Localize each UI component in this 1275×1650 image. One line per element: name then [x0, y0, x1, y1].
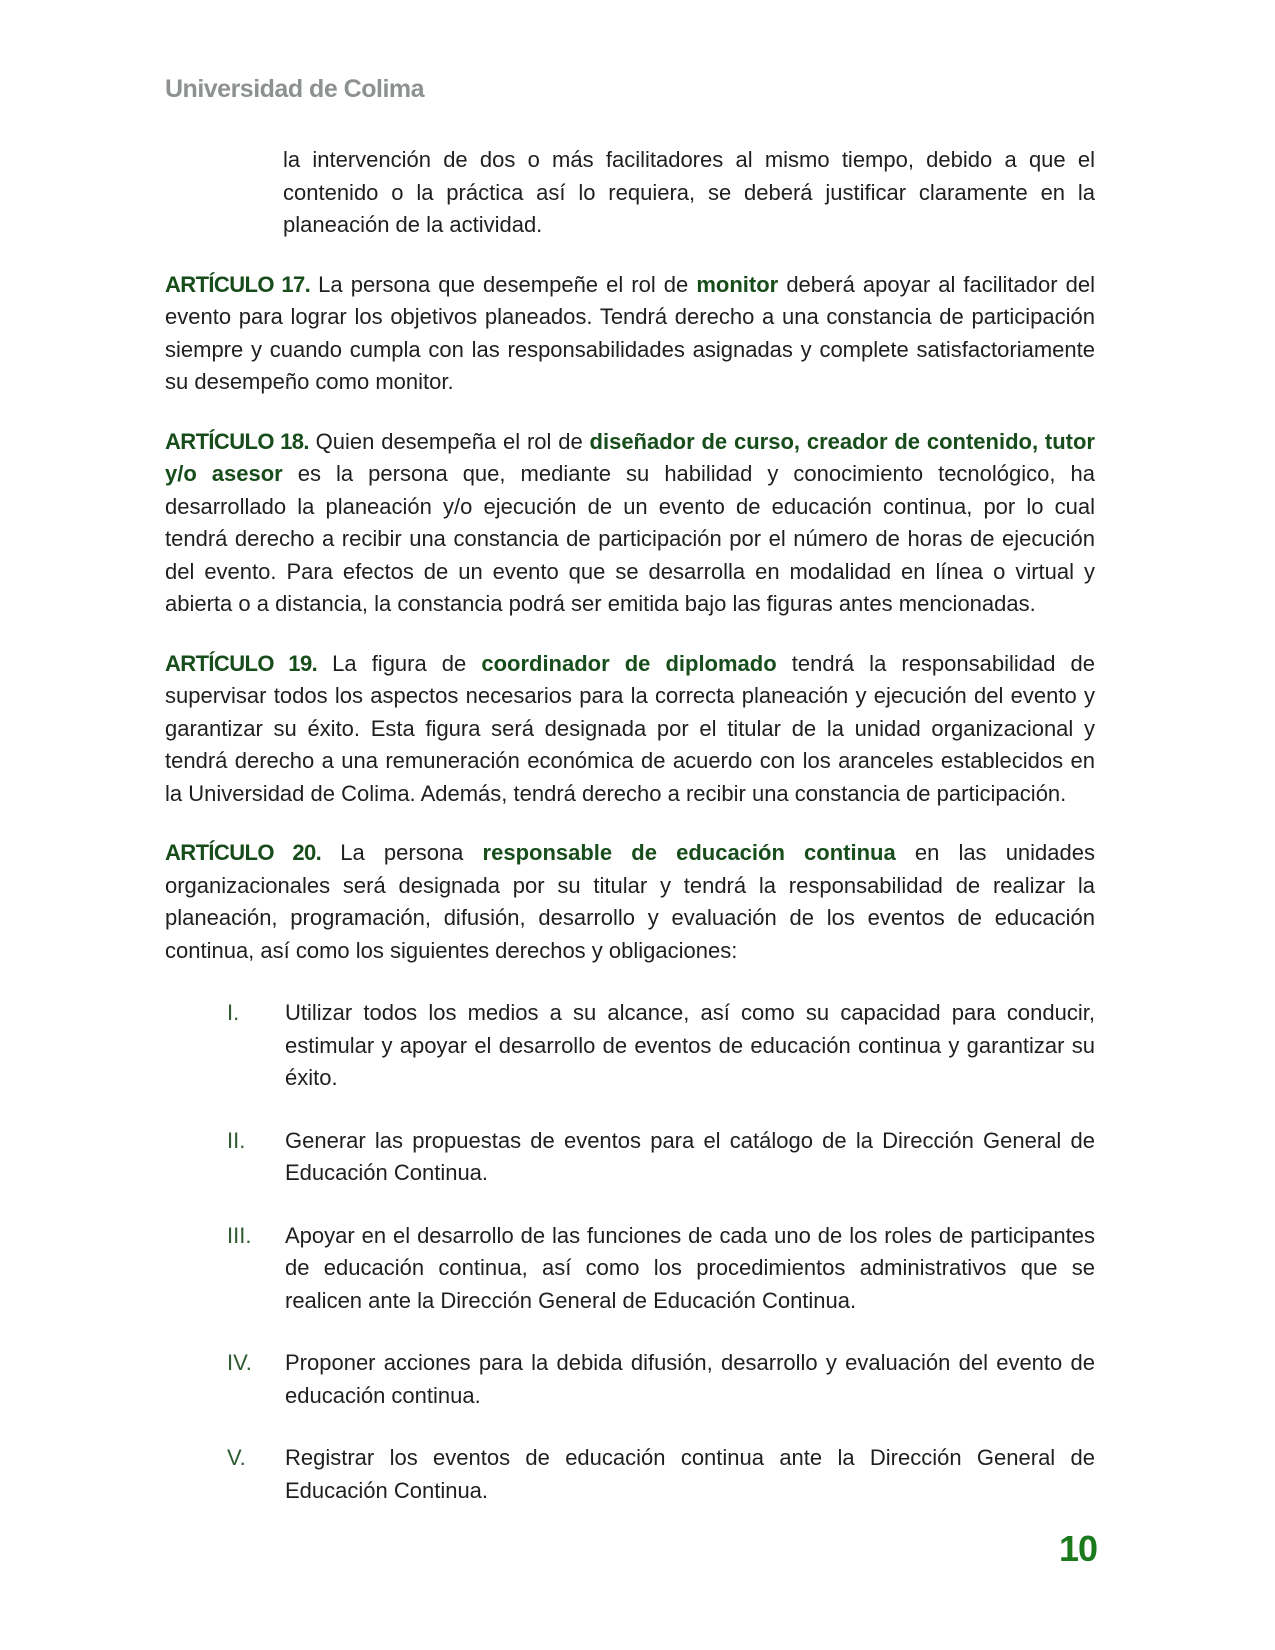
- list-item: [165, 1220, 1095, 1318]
- list-item-numeral: IV.: [227, 1350, 252, 1375]
- article-label: ARTÍCULO 20.: [165, 840, 322, 865]
- article-text: es la persona que, mediante su habilidad y conocimiento tecnológico, ha desarrollado la planeación y/o ejecución de un evento de educación continua, por lo cual tendrá derecho a recibir una constancia de participación por el número de horas de ejecución del evento. Para efectos de un evento que se desarrolla en modalidad en línea o virtual y abierta o a distancia, la constancia podrá ser emitida bajo las figuras antes mencionadas.: [165, 461, 1095, 616]
- article-paragraph: [165, 426, 1095, 621]
- article-label: ARTÍCULO 18.: [165, 428, 309, 454]
- list-item: [165, 1442, 1095, 1507]
- list-item-text: Proponer acciones para la debida difusión, desarrollo y evaluación del evento de educación continua.: [285, 1350, 1095, 1408]
- article-text: deberá apoyar al facilitador del evento para lograr los objetivos planeados. Tendrá derecho a una constancia de participación siempre y cuando cumpla con las responsabilidades asignadas y complete satisfactoriamente su desempeño como monitor.: [165, 271, 1095, 394]
- article-text: La figura de: [317, 650, 482, 676]
- article-label: ARTÍCULO 17.: [165, 271, 311, 297]
- list-item: [165, 1347, 1095, 1412]
- list-item: [165, 997, 1095, 1095]
- list-item-text: Utilizar todos los medios a su alcance, así como su capacidad para conducir, estimular y apoyar el desarrollo de eventos de educación continua y garantizar su éxito.: [285, 1000, 1095, 1090]
- list-item: [165, 1125, 1095, 1190]
- roman-list: [165, 997, 1095, 1507]
- article-accent-text: diseñador de curso, creador de contenido, tutor y/o asesor: [165, 428, 1095, 486]
- article-paragraph: [165, 648, 1095, 811]
- article-text: La persona que desempeñe el rol de: [310, 271, 697, 297]
- list-item-text: Generar las propuestas de eventos para el catálogo de la Dirección General de Educación Continua.: [285, 1127, 1095, 1185]
- list-item-numeral: II.: [227, 1127, 246, 1153]
- list-item-text: Apoyar en el desarrollo de las funciones de cada uno de los roles de participantes de educación continua, así como los procedimientos administrativos que se realicen ante la Dirección General de Educación Continua.: [285, 1222, 1095, 1313]
- article-accent-text: responsable de educación continua: [482, 840, 896, 865]
- article-accent-text: monitor: [696, 271, 779, 297]
- article-label: ARTÍCULO 19.: [165, 650, 318, 676]
- page-number: 10: [1058, 1528, 1097, 1569]
- article-paragraph: [165, 269, 1095, 399]
- list-item-text: Registrar los eventos de educación continua ante la Dirección General de Educación Continua.: [285, 1445, 1095, 1503]
- document-header-title: Universidad de Colima: [165, 75, 425, 103]
- article-text: Quien desempeña el rol de: [308, 428, 590, 454]
- article-paragraph: [165, 837, 1095, 967]
- list-item-numeral: I.: [227, 1000, 240, 1025]
- list-item-numeral: III.: [227, 1222, 252, 1248]
- articles: [165, 269, 1095, 968]
- article-text: La persona: [321, 840, 483, 865]
- list-item-numeral: V.: [227, 1445, 246, 1470]
- intro-paragraph: la intervención de dos o más facilitadores al mismo tiempo, debido a que el contenido o la práctica así lo requiera, se deberá justificar claramente en la planeación de la actividad.: [283, 147, 1095, 237]
- article-accent-text: coordinador de diplomado: [481, 650, 777, 676]
- article-text: tendrá la responsabilidad de supervisar todos los aspectos necesarios para la correcta planeación y ejecución del evento y garantizar su éxito. Esta figura será designada por el titular de la unidad organizacional y tendrá derecho a una remuneración económica de acuerdo con los aranceles establecidos en la Universidad de Colima. Además, tendrá derecho a recibir una constancia de participación.: [165, 650, 1096, 806]
- article-text: en las unidades organizacionales será designada por su titular y tendrá la responsabilidad de realizar la planeación, programación, difusión, desarrollo y evaluación de los eventos de educación continua, así como los siguientes derechos y obligaciones:: [165, 840, 1095, 963]
